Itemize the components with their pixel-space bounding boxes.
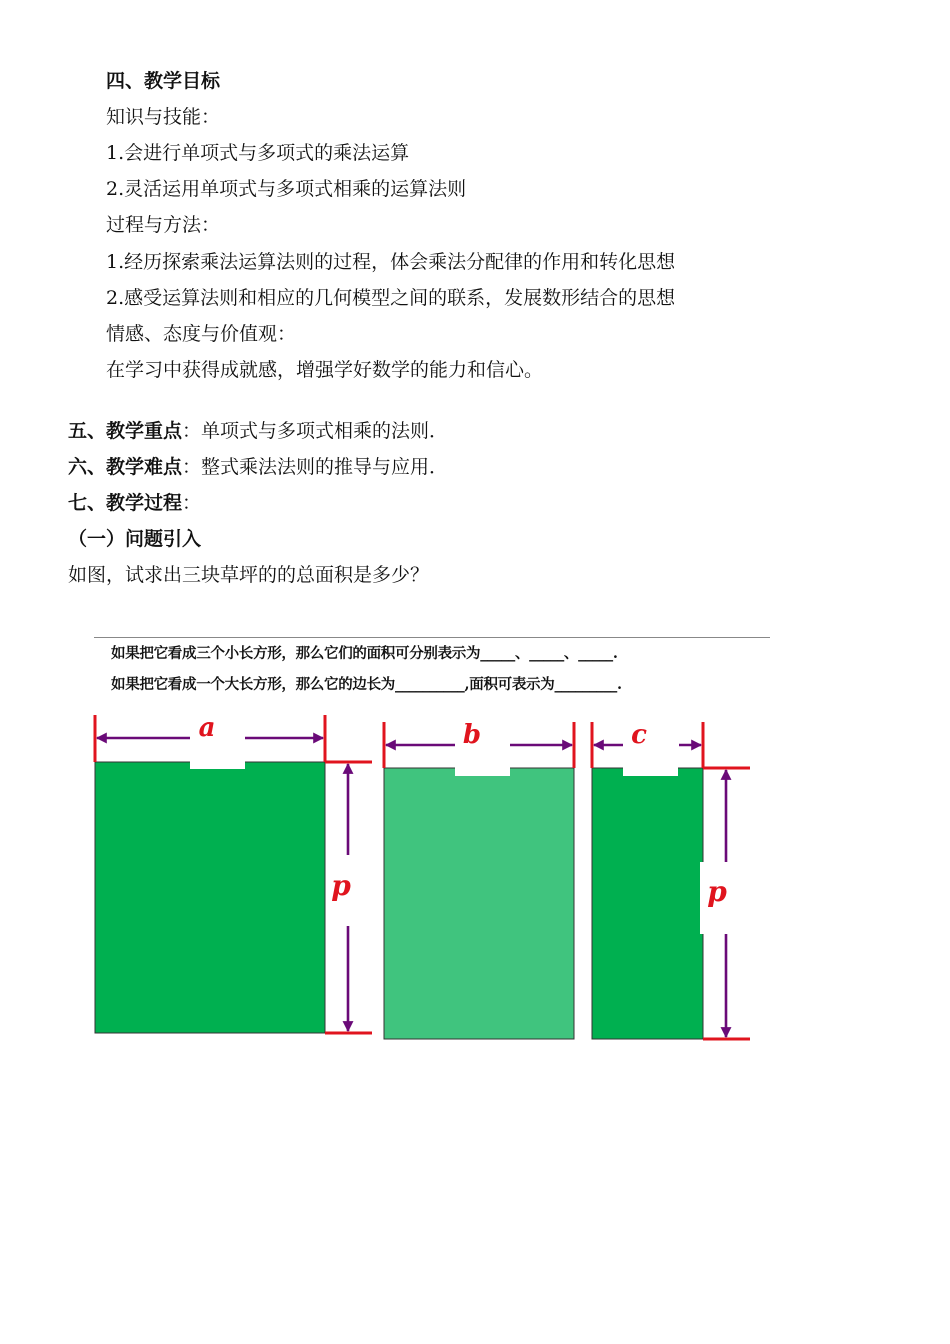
knowledge-item-2-text: 灵活运用单项式与多项式相乘的运算法则	[124, 178, 467, 200]
process-method-title: 过程与方法：	[106, 214, 221, 236]
figure-question-2: 如果把它看成一个大长方形，那么它的边长为__________,面积可表示为_________.	[111, 676, 622, 693]
difficulty-label: 六、教学难点	[68, 456, 183, 478]
label-b: b	[462, 720, 482, 750]
question-text: 如图，试求出三块草坪的的总面积是多少？	[68, 564, 430, 586]
label-a: a	[198, 713, 216, 743]
label-backing-a	[190, 755, 245, 769]
knowledge-item-1-number: 1.	[106, 142, 125, 164]
label-backing-b	[455, 760, 510, 776]
process-item-1-text: 经历探索乘法运算法则的过程，体会乘法分配律的作用和转化思想	[124, 251, 676, 273]
label-p-right: p	[707, 875, 727, 908]
figure-question-1: 如果把它看成三个小长方形，那么它们的面积可分别表示为_____、_____、_____.	[111, 645, 618, 662]
section-1-title: （一）问题引入	[68, 528, 202, 550]
emotion-item: 在学习中获得成就感，增强学好数学的能力和信心。	[106, 359, 544, 381]
knowledge-item-1-text: 会进行单项式与多项式的乘法运算	[124, 142, 410, 164]
label-p-left: p	[331, 869, 351, 902]
lawn-rect-b	[384, 768, 574, 1039]
key-point-text: ：单项式与多项式相乘的法则．	[182, 420, 449, 442]
label-backing-c	[623, 760, 678, 776]
emotion-title: 情感、态度与价值观：	[106, 323, 297, 345]
process-item-2-number: 2.	[106, 287, 125, 309]
teaching-process-label: 七、教学过程	[68, 492, 183, 514]
lawn-rect-c	[592, 768, 703, 1039]
difficulty-text: ：整式乘法法则的推导与应用．	[182, 456, 449, 478]
process-item-1-number: 1.	[106, 251, 125, 273]
knowledge-title: 知识与技能：	[106, 106, 221, 128]
lawn-rect-a	[95, 762, 325, 1033]
process-item-2-text: 感受运算法则和相应的几何模型之间的联系，发展数形结合的思想	[124, 287, 676, 309]
knowledge-item-2-number: 2.	[106, 178, 125, 200]
label-c: c	[631, 720, 647, 750]
teaching-process-text: ：	[182, 492, 202, 514]
objectives-heading: 四、教学目标	[106, 70, 221, 92]
key-point-label: 五、教学重点	[68, 420, 183, 442]
